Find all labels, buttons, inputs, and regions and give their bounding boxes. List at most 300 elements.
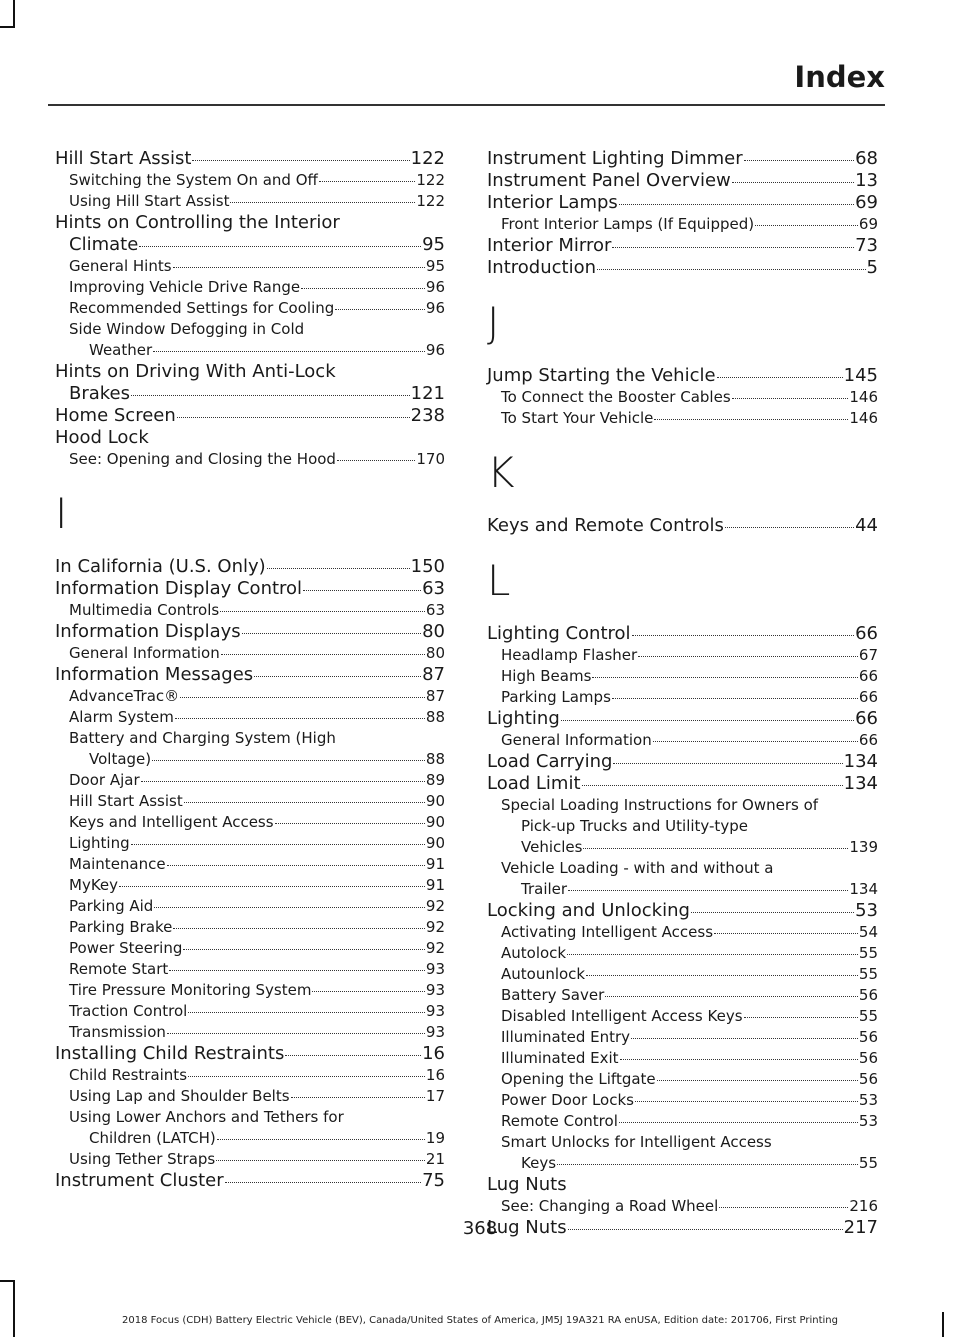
index-entry-line: [55, 1043, 445, 1065]
page-reference[interactable]: 56: [858, 1049, 878, 1067]
index-letter-heading: I: [55, 489, 68, 538]
index-entry-line: [55, 234, 445, 256]
index-subentry[interactable]: [55, 854, 445, 875]
dot-leader: [612, 698, 858, 699]
index-entry-line: [487, 408, 878, 429]
index-entry-text: Load Carrying: [487, 751, 613, 772]
index-entry-text: Hints on Controlling the Interior: [55, 212, 340, 233]
index-subentry[interactable]: [487, 1196, 878, 1217]
index-entry-line: [55, 340, 445, 361]
index-entry-text: Keys and Remote Controls: [487, 515, 724, 536]
dot-leader: [180, 697, 425, 698]
index-entry[interactable]: [55, 1043, 445, 1065]
index-entry-line: [55, 664, 445, 686]
page-reference[interactable]: 91: [425, 855, 445, 873]
page-reference[interactable]: 146: [849, 409, 878, 427]
index-subentry[interactable]: [55, 256, 445, 277]
index-subentry[interactable]: [55, 298, 445, 319]
page-reference[interactable]: 56: [858, 1070, 878, 1088]
page-reference[interactable]: 63: [425, 601, 445, 619]
page-reference[interactable]: 122: [410, 148, 445, 169]
index-subentry[interactable]: [487, 858, 878, 900]
dot-leader: [635, 1101, 858, 1102]
page-reference[interactable]: 66: [855, 623, 878, 644]
index-entry-text: Autounlock: [501, 965, 586, 983]
index-entry-text: Side Window Defogging in Cold: [69, 320, 305, 338]
index-entry-line: [487, 943, 878, 964]
dot-leader: [184, 802, 425, 803]
index-entry-text: Load Limit: [487, 773, 581, 794]
index-entry-text: MyKey: [69, 876, 119, 894]
page-reference[interactable]: 19: [425, 1129, 445, 1147]
index-subentry[interactable]: [55, 277, 445, 298]
page-reference[interactable]: 80: [422, 621, 445, 642]
page-reference[interactable]: 95: [425, 257, 445, 275]
index-entry[interactable]: [487, 708, 878, 730]
page-reference[interactable]: 66: [858, 667, 878, 685]
page-reference[interactable]: 93: [425, 1023, 445, 1041]
dot-leader: [744, 160, 854, 161]
index-entry-line: [55, 405, 445, 427]
page-reference[interactable]: 66: [855, 708, 878, 729]
index-entry-text: Improving Vehicle Drive Range: [69, 278, 301, 296]
dot-leader: [744, 1017, 858, 1018]
index-entry-text: AdvanceTrac®: [69, 687, 180, 705]
page-reference[interactable]: 16: [422, 1043, 445, 1064]
index-entry-text: Interior Lamps: [487, 192, 618, 213]
index-subentry[interactable]: [55, 191, 445, 212]
index-entry-line: [55, 449, 445, 470]
index-entry-text: Hill Start Assist: [69, 792, 183, 810]
page-reference[interactable]: 122: [416, 192, 445, 210]
dot-leader: [192, 160, 409, 161]
index-subentry[interactable]: [55, 1022, 445, 1043]
index-entry-text: Multimedia Controls: [69, 601, 220, 619]
index-entry-line: [487, 900, 878, 922]
page-reference[interactable]: 80: [425, 644, 445, 662]
index-entry-line: [487, 687, 878, 708]
dot-leader: [717, 377, 843, 378]
index-entry-text: Power Door Locks: [501, 1091, 634, 1109]
index-subentry[interactable]: [55, 770, 445, 791]
page-reference[interactable]: 56: [858, 1028, 878, 1046]
index-subentry[interactable]: [55, 1107, 445, 1149]
index-entry-text: Battery and Charging System (High: [69, 729, 336, 747]
dot-leader: [755, 225, 858, 226]
index-subentry[interactable]: [487, 985, 878, 1006]
page-reference[interactable]: 93: [425, 1002, 445, 1020]
page-reference[interactable]: 216: [849, 1197, 878, 1215]
page-reference[interactable]: 13: [855, 170, 878, 191]
crop-mark: [13, 0, 15, 28]
page-reference[interactable]: 92: [425, 918, 445, 936]
index-subentry[interactable]: [55, 980, 445, 1001]
index-entry-text-continued: Pick-up Trucks and Utility-type: [521, 817, 748, 835]
dot-leader: [583, 848, 848, 849]
index-entry[interactable]: [487, 192, 878, 214]
index-subentry[interactable]: [55, 643, 445, 664]
index-subentry[interactable]: [487, 408, 878, 429]
page-reference[interactable]: 91: [425, 876, 445, 894]
dot-leader: [169, 970, 425, 971]
index-subentry[interactable]: [55, 917, 445, 938]
page-reference[interactable]: 16: [425, 1066, 445, 1084]
index-entry-text-continued: Vehicles: [521, 838, 583, 856]
index-entry-line: [55, 621, 445, 643]
index-column-left: [55, 148, 445, 1192]
dot-leader: [216, 1160, 425, 1161]
index-entry-line: [487, 257, 878, 279]
index-entry-text-continued: Trailer: [521, 880, 568, 898]
index-entry-text: Information Messages: [55, 664, 254, 685]
page-reference[interactable]: 69: [855, 192, 878, 213]
index-entry-text: Information Displays: [55, 621, 241, 642]
index-entry-line: [55, 298, 445, 319]
dot-leader: [638, 656, 858, 657]
index-entry-line: [55, 770, 445, 791]
dot-leader: [183, 949, 425, 950]
index-entry-text: Switching the System On and Off: [69, 171, 318, 189]
index-subentry[interactable]: [487, 730, 878, 751]
index-entry-line: [55, 854, 445, 875]
page-title: Index: [794, 60, 885, 94]
index-subentry[interactable]: [55, 959, 445, 980]
index-entry-line: [55, 578, 445, 600]
dot-leader: [177, 417, 410, 418]
index-entry-line: [487, 666, 878, 687]
index-entry[interactable]: [487, 148, 878, 170]
dot-leader: [620, 1059, 858, 1060]
index-entry-text: See: Opening and Closing the Hood: [69, 450, 336, 468]
dot-leader: [254, 676, 421, 677]
index-entry-text: Illuminated Exit: [501, 1049, 619, 1067]
index-entry-line: [487, 1027, 878, 1048]
dot-leader: [230, 202, 415, 203]
index-entry-line: [55, 191, 445, 212]
index-entry-text: Remote Control: [501, 1112, 618, 1130]
index-entry-line: [55, 1149, 445, 1170]
index-letter-heading: J: [487, 298, 500, 347]
dot-leader: [303, 590, 421, 591]
dot-leader: [267, 568, 410, 569]
dot-leader: [613, 763, 842, 764]
index-entry-text: Traction Control: [69, 1002, 188, 1020]
index-entry-line: [487, 708, 878, 730]
page-reference[interactable]: 90: [425, 792, 445, 810]
index-entry[interactable]: [487, 751, 878, 773]
index-entry-line: [487, 751, 878, 773]
dot-leader: [691, 912, 854, 913]
index-entry[interactable]: [487, 235, 878, 257]
page-reference[interactable]: 134: [843, 773, 878, 794]
page-reference[interactable]: 55: [858, 1007, 878, 1025]
dot-leader: [153, 351, 425, 352]
footer-edition-info: 2018 Focus (CDH) Battery Electric Vehicle (BEV), Canada/United States of America, JM5J 19A321 RA enUSA, Edition date: 201706, First Printing: [122, 1315, 838, 1326]
index-entry-line: [487, 985, 878, 1006]
page-reference[interactable]: 53: [855, 900, 878, 921]
page-reference[interactable]: 55: [858, 944, 878, 962]
index-entry-line: [55, 896, 445, 917]
index-entry-line: [487, 1196, 878, 1217]
dot-leader: [275, 823, 425, 824]
index-entry-line: [55, 556, 445, 578]
index-entry-text: Using Tether Straps: [69, 1150, 216, 1168]
page-reference[interactable]: 68: [855, 148, 878, 169]
page-reference[interactable]: 75: [422, 1170, 445, 1191]
page-reference[interactable]: 90: [425, 834, 445, 852]
index-entry-line: [55, 833, 445, 854]
dot-leader: [319, 181, 416, 182]
index-entry[interactable]: [487, 257, 878, 279]
index-subentry[interactable]: [487, 964, 878, 985]
index-entry-text: Special Loading Instructions for Owners of: [501, 796, 819, 814]
index-entry-text: Power Steering: [69, 939, 183, 957]
index-subentry[interactable]: [55, 791, 445, 812]
page-reference[interactable]: 95: [422, 234, 445, 255]
page-reference[interactable]: 122: [416, 171, 445, 189]
page-reference[interactable]: 67: [858, 646, 878, 664]
page-reference[interactable]: 93: [425, 981, 445, 999]
page-reference[interactable]: 90: [425, 813, 445, 831]
index-entry-line: [55, 749, 445, 770]
index-entry-text: Using Hill Start Assist: [69, 192, 230, 210]
index-entry-line: [55, 938, 445, 959]
index-subentry[interactable]: [487, 1069, 878, 1090]
page-reference[interactable]: 55: [858, 1154, 878, 1172]
page-reference[interactable]: 88: [425, 750, 445, 768]
page-reference[interactable]: 96: [425, 341, 445, 359]
page-reference[interactable]: 5: [866, 257, 878, 278]
index-subentry[interactable]: [487, 922, 878, 943]
index-subentry[interactable]: [487, 666, 878, 687]
index-subentry[interactable]: [487, 1111, 878, 1132]
dot-leader: [141, 781, 425, 782]
index-entry[interactable]: [55, 1170, 445, 1192]
index-subentry[interactable]: [55, 449, 445, 470]
crop-mark: [13, 1280, 15, 1337]
page-reference[interactable]: 217: [843, 1217, 878, 1238]
index-entry-line: [487, 515, 878, 537]
index-entry-line: [487, 1153, 878, 1174]
index-entry[interactable]: [55, 664, 445, 686]
dot-leader: [567, 954, 858, 955]
dot-leader: [732, 182, 854, 183]
index-subentry[interactable]: [55, 686, 445, 707]
index-subentry[interactable]: [487, 795, 878, 858]
index-entry-line: [55, 643, 445, 664]
page-reference[interactable]: 66: [858, 688, 878, 706]
index-entry-line: [487, 170, 878, 192]
dot-leader: [654, 419, 848, 420]
index-entry[interactable]: [487, 900, 878, 922]
page-reference[interactable]: 69: [858, 215, 878, 233]
index-entry-text: Instrument Lighting Dimmer: [487, 148, 743, 169]
page-reference[interactable]: 92: [425, 939, 445, 957]
dot-leader: [154, 907, 425, 908]
page-reference[interactable]: 54: [858, 923, 878, 941]
index-subentry[interactable]: [487, 1048, 878, 1069]
index-subentry[interactable]: [55, 1001, 445, 1022]
index-entry-line: [55, 686, 445, 707]
index-entry-line: [55, 277, 445, 298]
dot-leader: [605, 996, 858, 997]
page-number: 368: [462, 1218, 498, 1239]
index-entry[interactable]: [55, 361, 445, 405]
index-letter-heading: L: [487, 556, 511, 605]
dot-leader: [188, 1012, 425, 1013]
index-entry-text: Lighting Control: [487, 623, 631, 644]
page-reference[interactable]: 134: [849, 880, 878, 898]
index-entry-text-continued: Voltage): [89, 750, 152, 768]
index-entry[interactable]: [55, 148, 445, 170]
index-entry-text: Maintenance: [69, 855, 166, 873]
dot-leader: [152, 760, 425, 761]
page-reference[interactable]: 150: [410, 556, 445, 577]
index-subentry[interactable]: [55, 875, 445, 896]
dot-leader: [167, 865, 425, 866]
page-reference[interactable]: 17: [425, 1087, 445, 1105]
page-reference[interactable]: 87: [422, 664, 445, 685]
dot-leader: [582, 785, 843, 786]
page-reference[interactable]: 146: [849, 388, 878, 406]
index-subentry[interactable]: [55, 812, 445, 833]
index-entry[interactable]: [55, 578, 445, 600]
dot-leader: [612, 247, 854, 248]
index-entry-line: [487, 235, 878, 257]
index-entry-line: [487, 964, 878, 985]
index-subentry[interactable]: [55, 319, 445, 361]
page-reference[interactable]: 89: [425, 771, 445, 789]
page-reference[interactable]: 88: [425, 708, 445, 726]
dot-leader: [632, 635, 855, 636]
index-subentry[interactable]: [55, 170, 445, 191]
index-entry-text: Child Restraints: [69, 1066, 188, 1084]
page-reference[interactable]: 53: [858, 1112, 878, 1130]
index-subentry[interactable]: [55, 707, 445, 728]
index-entry[interactable]: [487, 170, 878, 192]
index-entry-line: [55, 1128, 445, 1149]
index-entry-line: [55, 791, 445, 812]
index-entry-text: Front Interior Lamps (If Equipped): [501, 215, 755, 233]
page-reference[interactable]: 44: [855, 515, 878, 536]
page-reference[interactable]: 56: [858, 986, 878, 1004]
page-reference[interactable]: 121: [410, 383, 445, 404]
index-entry-text: Using Lap and Shoulder Belts: [69, 1087, 290, 1105]
dot-leader: [217, 1139, 425, 1140]
page-reference[interactable]: 170: [416, 450, 445, 468]
index-entry-text: High Beams: [501, 667, 592, 685]
index-subentry[interactable]: [487, 387, 878, 408]
index-entry-line: [487, 214, 878, 235]
index-entry-text: See: Changing a Road Wheel: [501, 1197, 719, 1215]
page-reference[interactable]: 92: [425, 897, 445, 915]
page-reference[interactable]: 93: [425, 960, 445, 978]
index-subentry[interactable]: [55, 600, 445, 621]
page-reference[interactable]: 238: [410, 405, 445, 426]
index-entry[interactable]: [55, 405, 445, 427]
crop-mark: [0, 1280, 14, 1282]
index-entry-text: To Start Your Vehicle: [501, 409, 654, 427]
index-subentry[interactable]: [55, 1065, 445, 1086]
index-entry-text: Lug Nuts: [487, 1217, 567, 1238]
index-entry[interactable]: [55, 427, 445, 449]
dot-leader: [557, 1164, 858, 1165]
dot-leader: [221, 654, 425, 655]
dot-leader: [167, 1033, 425, 1034]
dot-leader: [714, 933, 858, 934]
page-reference[interactable]: 96: [425, 299, 445, 317]
page-reference[interactable]: 87: [425, 687, 445, 705]
page-reference[interactable]: 55: [858, 965, 878, 983]
index-entry-line: [55, 148, 445, 170]
page-reference[interactable]: 53: [858, 1091, 878, 1109]
index-entry[interactable]: [55, 621, 445, 643]
index-subentry[interactable]: [487, 1132, 878, 1174]
index-entry[interactable]: [487, 515, 878, 537]
page-reference[interactable]: 145: [843, 365, 878, 386]
index-entry-line: [487, 365, 878, 387]
dot-leader: [568, 890, 848, 891]
dot-leader: [173, 928, 424, 929]
index-entry-text: Lighting: [69, 834, 130, 852]
index-entry-text: Door Ajar: [69, 771, 140, 789]
page-reference[interactable]: 66: [858, 731, 878, 749]
dot-leader: [337, 460, 415, 461]
index-subentry[interactable]: [55, 1086, 445, 1107]
index-subentry[interactable]: [487, 1090, 878, 1111]
index-subentry[interactable]: [55, 728, 445, 770]
page-reference[interactable]: 134: [843, 751, 878, 772]
index-entry-line: [55, 959, 445, 980]
index-subentry[interactable]: [487, 1006, 878, 1027]
index-subentry[interactable]: [55, 1149, 445, 1170]
index-entry-line: [487, 623, 878, 645]
index-subentry[interactable]: [487, 645, 878, 666]
header-rule: [48, 104, 885, 106]
page-reference[interactable]: 73: [855, 235, 878, 256]
index-entry[interactable]: [55, 212, 445, 256]
index-entry[interactable]: [487, 623, 878, 645]
index-entry-text: Jump Starting the Vehicle: [487, 365, 716, 386]
page-reference[interactable]: 21: [425, 1150, 445, 1168]
index-entry-line: [487, 730, 878, 751]
index-subentry[interactable]: [487, 943, 878, 964]
index-entry-text: Lug Nuts: [487, 1174, 567, 1195]
index-subentry[interactable]: [55, 833, 445, 854]
index-entry-line: [487, 387, 878, 408]
page-reference[interactable]: 139: [849, 838, 878, 856]
page-reference[interactable]: 96: [425, 278, 445, 296]
dot-leader: [592, 677, 858, 678]
index-subentry[interactable]: [487, 1027, 878, 1048]
index-entry[interactable]: [487, 773, 878, 795]
index-subentry[interactable]: [55, 938, 445, 959]
index-entry-text: Recommended Settings for Cooling: [69, 299, 335, 317]
index-entry-line: [55, 1170, 445, 1192]
index-subentry[interactable]: [55, 896, 445, 917]
page-reference[interactable]: 63: [422, 578, 445, 599]
index-entry-text: General Information: [69, 644, 220, 662]
index-entry-text: Interior Mirror: [487, 235, 612, 256]
index-entry[interactable]: [487, 365, 878, 387]
index-entry-text-continued: Children (LATCH): [89, 1129, 216, 1147]
index-entry[interactable]: [487, 1174, 878, 1196]
index-subentry[interactable]: [487, 687, 878, 708]
index-entry-text: Parking Aid: [69, 897, 154, 915]
index-entry-text: Headlamp Flasher: [501, 646, 638, 664]
index-entry[interactable]: [55, 556, 445, 578]
index-subentry[interactable]: [487, 214, 878, 235]
